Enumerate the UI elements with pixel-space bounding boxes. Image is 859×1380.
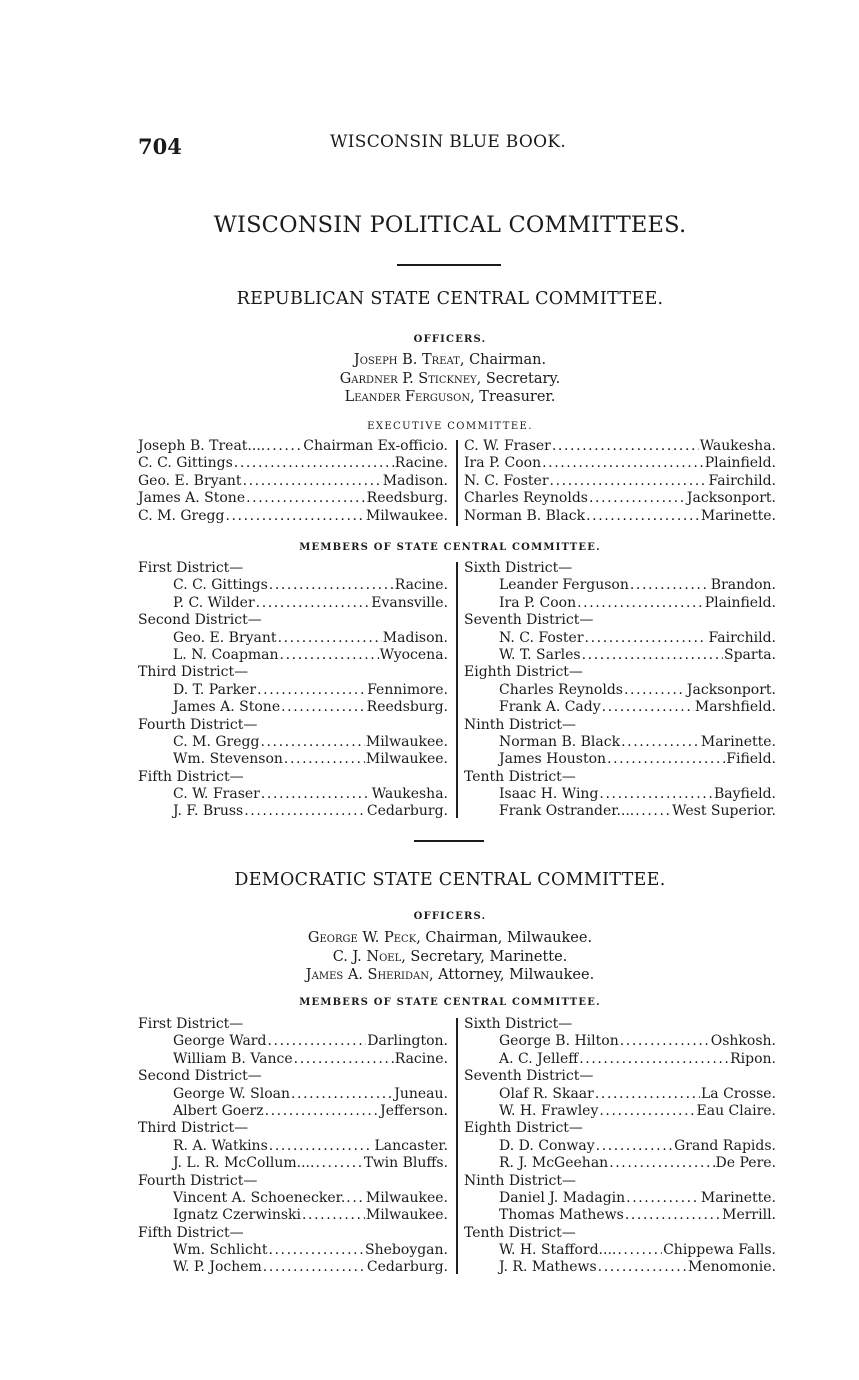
member-place: Marinette. xyxy=(700,507,776,524)
executive-list-right xyxy=(464,438,776,525)
member-name: George Ward xyxy=(173,1033,267,1050)
dot-leader xyxy=(609,1155,714,1172)
column-divider xyxy=(456,562,458,818)
dot-leader xyxy=(624,682,686,699)
member-place: Eau Claire. xyxy=(696,1102,776,1119)
member-entry xyxy=(464,682,776,699)
dot-leader xyxy=(602,699,694,716)
member-name: J. F. Bruss xyxy=(173,803,244,820)
member-entry xyxy=(138,1086,448,1103)
democratic-members-right xyxy=(464,1016,776,1277)
officer-line: Joseph B. Treat, Chairman. xyxy=(353,352,547,368)
member-entry xyxy=(138,734,448,751)
republican-officers xyxy=(0,351,859,407)
member-name: Norman B. Black xyxy=(464,507,586,524)
dot-leader xyxy=(635,803,671,820)
member-name: Isaac H. Wing xyxy=(499,786,599,803)
member-place: Waukesha. xyxy=(371,786,448,803)
member-entry xyxy=(138,490,448,507)
member-place: Ripon. xyxy=(730,1050,776,1067)
member-name: Leander Ferguson xyxy=(499,577,629,594)
district-heading: Sixth District— xyxy=(464,560,573,576)
member-entry xyxy=(138,577,448,594)
dot-leader xyxy=(278,630,382,647)
dot-leader xyxy=(586,508,700,525)
member-entry xyxy=(464,490,776,507)
member-entry xyxy=(138,630,448,647)
district-heading: Eighth District— xyxy=(464,664,583,681)
dot-leader xyxy=(599,1103,695,1120)
dot-leader xyxy=(257,682,366,699)
member-entry xyxy=(138,595,448,612)
member-entry xyxy=(464,1138,776,1155)
member-name: Charles Reynolds xyxy=(499,681,623,698)
member-place: Sparta. xyxy=(723,646,776,663)
democratic-members-heading: MEMBERS OF STATE CENTRAL COMMITTEE. xyxy=(299,997,601,1008)
member-name: L. N. Coapman xyxy=(173,646,279,663)
district-heading: First District— xyxy=(138,1016,244,1032)
dot-leader xyxy=(234,455,394,472)
member-entry xyxy=(138,1155,448,1172)
member-entry xyxy=(138,1207,448,1224)
dot-leader xyxy=(552,438,699,455)
officer-line: Leander Ferguson, Treasurer. xyxy=(344,389,556,405)
member-entry xyxy=(464,1103,776,1120)
district-heading: Seventh District— xyxy=(464,1068,594,1085)
dot-leader xyxy=(598,1259,687,1276)
member-name: Daniel J. Madagin xyxy=(499,1189,626,1206)
member-place: Fairchild. xyxy=(708,629,776,646)
member-name: Wm. Stevenson xyxy=(173,751,283,768)
column-divider xyxy=(456,1018,458,1274)
dot-leader xyxy=(266,438,302,455)
member-place: Milwaukee. xyxy=(365,1207,448,1224)
dot-leader xyxy=(617,1242,662,1259)
member-name: Wm. Schlicht xyxy=(173,1242,268,1259)
member-place: Wyocena. xyxy=(379,646,448,663)
republican-title: REPUBLICAN STATE CENTRAL COMMITTEE. xyxy=(236,289,664,309)
member-name: N. C. Foster xyxy=(499,629,584,646)
member-place: Juneau. xyxy=(394,1085,448,1102)
member-name: Geo. E. Bryant xyxy=(138,472,242,489)
member-entry xyxy=(138,508,448,525)
member-name: Thomas Mathews xyxy=(499,1207,624,1224)
member-name: C. C. Gittings xyxy=(138,455,233,472)
dot-leader xyxy=(630,577,710,594)
member-name: J. L. R. McCollum.... xyxy=(173,1155,315,1172)
member-name: Olaf R. Skaar xyxy=(499,1085,594,1102)
member-place: Marinette. xyxy=(700,1189,776,1206)
member-place: Bayfield. xyxy=(713,786,776,803)
member-entry xyxy=(138,786,448,803)
member-name: Geo. E. Bryant xyxy=(173,629,277,646)
member-entry xyxy=(464,438,776,455)
district-heading: Third District— xyxy=(138,664,249,681)
dot-leader xyxy=(577,595,704,612)
member-entry xyxy=(138,1190,448,1207)
member-name: Vincent A. Schoenecker. xyxy=(173,1189,346,1206)
member-place: Twin Bluffs. xyxy=(363,1155,448,1172)
dot-leader xyxy=(620,1033,710,1050)
member-place: Racine. xyxy=(394,455,448,472)
member-place: Reedsburg. xyxy=(366,490,448,507)
member-place: West Superior. xyxy=(672,803,776,820)
member-entry xyxy=(138,1103,448,1120)
member-place: Milwaukee. xyxy=(365,733,448,750)
dot-leader xyxy=(625,1207,721,1224)
district-heading: Tenth District— xyxy=(464,1224,576,1241)
member-name: A. C. Jelleff xyxy=(499,1050,579,1067)
dot-leader xyxy=(244,803,366,820)
member-place: Racine. xyxy=(394,577,448,594)
member-entry xyxy=(138,1259,448,1276)
district-heading: First District— xyxy=(138,560,244,576)
dot-leader xyxy=(269,577,394,594)
democratic-title: DEMOCRATIC STATE CENTRAL COMMITTEE. xyxy=(234,870,666,890)
member-entry xyxy=(464,1190,776,1207)
dot-leader xyxy=(269,1138,374,1155)
dot-leader xyxy=(246,490,366,507)
dot-leader xyxy=(243,473,382,490)
dot-leader xyxy=(589,490,686,507)
dot-leader xyxy=(294,1051,394,1068)
member-name: C. W. Fraser xyxy=(173,786,260,803)
member-place: Brandon. xyxy=(710,577,776,594)
member-name: J. R. Mathews xyxy=(499,1259,597,1276)
member-place: Menomonie. xyxy=(688,1259,776,1276)
officer-line: C. J. Noel, Secretary, Marinette. xyxy=(332,948,568,965)
member-name: P. C. Wilder xyxy=(173,594,255,611)
member-place: Jefferson. xyxy=(380,1102,448,1119)
member-entry xyxy=(464,647,776,664)
member-place: La Crosse. xyxy=(700,1085,776,1102)
member-name: D. T. Parker xyxy=(173,681,257,698)
member-entry xyxy=(138,473,448,490)
member-entry xyxy=(138,1138,448,1155)
member-place: Milwaukee. xyxy=(365,1189,448,1206)
member-place: Evansville. xyxy=(371,594,448,611)
dot-leader xyxy=(579,1051,729,1068)
member-place: Darlington. xyxy=(367,1033,448,1050)
member-entry xyxy=(464,803,776,820)
member-name: William B. Vance xyxy=(173,1050,293,1067)
member-name: Frank Ostrander.... xyxy=(499,803,635,820)
district-heading: Seventh District— xyxy=(464,612,594,629)
dot-leader xyxy=(260,734,364,751)
member-entry xyxy=(464,734,776,751)
member-name: Ira P. Coon xyxy=(499,594,577,611)
member-entry xyxy=(138,1242,448,1259)
member-place: Chippewa Falls. xyxy=(663,1242,776,1259)
member-place: Fairchild. xyxy=(708,472,776,489)
dot-leader xyxy=(607,751,725,768)
republican-members-left xyxy=(138,560,448,821)
district-heading: Second District— xyxy=(138,612,262,629)
member-place: Merrill. xyxy=(722,1207,776,1224)
member-name: C. W. Fraser xyxy=(464,438,551,454)
member-entry xyxy=(464,699,776,716)
member-place: Fifield. xyxy=(726,751,776,768)
democratic-officers xyxy=(0,929,859,985)
member-name: George B. Hilton xyxy=(499,1033,619,1050)
member-name: W. H. Stafford.... xyxy=(499,1242,617,1259)
member-name: W. T. Sarles xyxy=(499,646,581,663)
member-name: D. D. Conway xyxy=(499,1137,595,1154)
district-heading: Fifth District— xyxy=(138,1224,244,1241)
democratic-officers-heading: OFFICERS. xyxy=(413,911,487,922)
democratic-members-left xyxy=(138,1016,448,1277)
page-header xyxy=(138,128,778,158)
member-name: Frank A. Cady xyxy=(499,699,601,716)
title-rule xyxy=(397,264,501,266)
page-number: 704 xyxy=(138,134,182,159)
dot-leader xyxy=(267,1033,366,1050)
member-name: Ira P. Coon xyxy=(464,455,542,472)
republican-members-right xyxy=(464,560,776,821)
column-divider xyxy=(456,440,458,526)
member-entry xyxy=(464,473,776,490)
member-name: Norman B. Black xyxy=(499,733,621,750)
dot-leader xyxy=(261,786,371,803)
member-place: Cedarburg. xyxy=(366,803,448,820)
dot-leader xyxy=(550,473,708,490)
member-entry xyxy=(464,455,776,472)
member-name: George W. Sloan xyxy=(173,1085,290,1102)
member-entry xyxy=(464,1259,776,1276)
officer-line: James A. Sheridan, Attorney, Milwaukee. xyxy=(305,967,595,983)
member-entry xyxy=(464,1155,776,1172)
member-entry xyxy=(464,1051,776,1068)
district-heading: Tenth District— xyxy=(464,768,576,785)
dot-leader xyxy=(596,1138,673,1155)
member-entry xyxy=(138,751,448,768)
member-place: Plainfield. xyxy=(704,455,776,472)
member-place: Marinette. xyxy=(700,733,776,750)
member-place: Madison. xyxy=(382,629,448,646)
member-name: R. A. Watkins xyxy=(173,1137,268,1154)
member-name: James A. Stone xyxy=(173,699,281,716)
dot-leader xyxy=(281,699,366,716)
dot-leader xyxy=(256,595,371,612)
member-place: Fennimore. xyxy=(367,681,448,698)
member-name: C. M. Gregg xyxy=(138,507,225,524)
member-name: C. C. Gittings xyxy=(173,577,268,594)
republican-members-heading: MEMBERS OF STATE CENTRAL COMMITTEE. xyxy=(299,542,601,553)
member-name: W. P. Jochem xyxy=(173,1259,262,1276)
republican-officers-heading: OFFICERS. xyxy=(413,334,487,345)
dot-leader xyxy=(595,1086,700,1103)
member-name: James Houston xyxy=(499,751,607,768)
member-place: Sheboygan. xyxy=(365,1242,448,1259)
member-name: James A. Stone xyxy=(138,490,246,507)
member-entry xyxy=(464,577,776,594)
district-heading: Ninth District— xyxy=(464,716,576,733)
member-entry xyxy=(464,751,776,768)
dot-leader xyxy=(599,786,713,803)
member-name: W. H. Frawley xyxy=(499,1102,599,1119)
member-place: De Pere. xyxy=(715,1155,776,1172)
district-heading: Third District— xyxy=(138,1120,249,1137)
running-head: WISCONSIN BLUE BOOK. xyxy=(329,132,567,152)
dot-leader xyxy=(626,1190,700,1207)
member-entry xyxy=(138,1051,448,1068)
dot-leader xyxy=(280,647,379,664)
member-entry xyxy=(464,1086,776,1103)
member-place: Racine. xyxy=(394,1050,448,1067)
member-name: C. M. Gregg xyxy=(173,733,260,750)
member-place: Milwaukee. xyxy=(365,751,448,768)
member-entry xyxy=(138,1033,448,1050)
member-entry xyxy=(464,1207,776,1224)
member-place: Milwaukee. xyxy=(365,507,448,524)
dot-leader xyxy=(346,1190,365,1207)
member-entry xyxy=(138,455,448,472)
dot-leader xyxy=(582,647,723,664)
dot-leader xyxy=(302,1207,365,1224)
member-place: Grand Rapids. xyxy=(674,1137,776,1154)
member-name: Albert Goerz xyxy=(173,1102,264,1119)
district-heading: Sixth District— xyxy=(464,1016,573,1032)
officer-line: Gardner P. Stickney, Secretary. xyxy=(339,370,561,387)
dot-leader xyxy=(263,1259,366,1276)
member-entry xyxy=(138,438,448,455)
member-place: Plainfield. xyxy=(704,594,776,611)
dot-leader xyxy=(621,734,700,751)
member-entry xyxy=(464,1242,776,1259)
dot-leader xyxy=(315,1155,362,1172)
member-name: Charles Reynolds xyxy=(464,490,588,507)
member-place: Cedarburg. xyxy=(366,1259,448,1276)
member-place: Jacksonport. xyxy=(686,490,776,507)
member-name: R. J. McGeehan xyxy=(499,1155,609,1172)
member-place: Marshfield. xyxy=(694,699,776,716)
dot-leader xyxy=(542,455,704,472)
member-entry xyxy=(464,786,776,803)
executive-list-left xyxy=(138,438,448,525)
member-entry xyxy=(464,630,776,647)
district-heading: Eighth District— xyxy=(464,1120,583,1137)
member-entry xyxy=(464,508,776,525)
dot-leader xyxy=(284,751,365,768)
district-heading: Fourth District— xyxy=(138,716,258,733)
member-entry xyxy=(464,595,776,612)
member-place: Chairman Ex-officio. xyxy=(303,438,448,454)
officer-line: George W. Peck, Chairman, Milwaukee. xyxy=(307,930,593,946)
district-heading: Second District— xyxy=(138,1068,262,1085)
member-place: Madison. xyxy=(382,472,448,489)
dot-leader xyxy=(225,508,364,525)
member-entry xyxy=(464,1033,776,1050)
member-entry xyxy=(138,803,448,820)
dot-leader xyxy=(265,1103,380,1120)
member-entry xyxy=(138,682,448,699)
member-place: Oshkosh. xyxy=(710,1033,776,1050)
member-name: Joseph B. Treat.... xyxy=(138,438,266,454)
dot-leader xyxy=(268,1242,364,1259)
district-heading: Fourth District— xyxy=(138,1172,258,1189)
dot-leader xyxy=(585,630,708,647)
executive-committee-heading: EXECUTIVE COMMITTEE. xyxy=(367,421,533,432)
member-name: Ignatz Czerwinski xyxy=(173,1207,301,1224)
section-rule xyxy=(414,840,484,842)
member-place: Lancaster. xyxy=(374,1137,448,1154)
member-name: N. C. Foster xyxy=(464,472,549,489)
member-place: Waukesha. xyxy=(699,438,776,454)
district-heading: Fifth District— xyxy=(138,768,244,785)
district-heading: Ninth District— xyxy=(464,1172,576,1189)
dot-leader xyxy=(291,1086,393,1103)
member-place: Reedsburg. xyxy=(366,699,448,716)
member-entry xyxy=(138,699,448,716)
member-place: Jacksonport. xyxy=(686,681,776,698)
main-title: WISCONSIN POLITICAL COMMITTEES. xyxy=(213,212,687,238)
member-entry xyxy=(138,647,448,664)
